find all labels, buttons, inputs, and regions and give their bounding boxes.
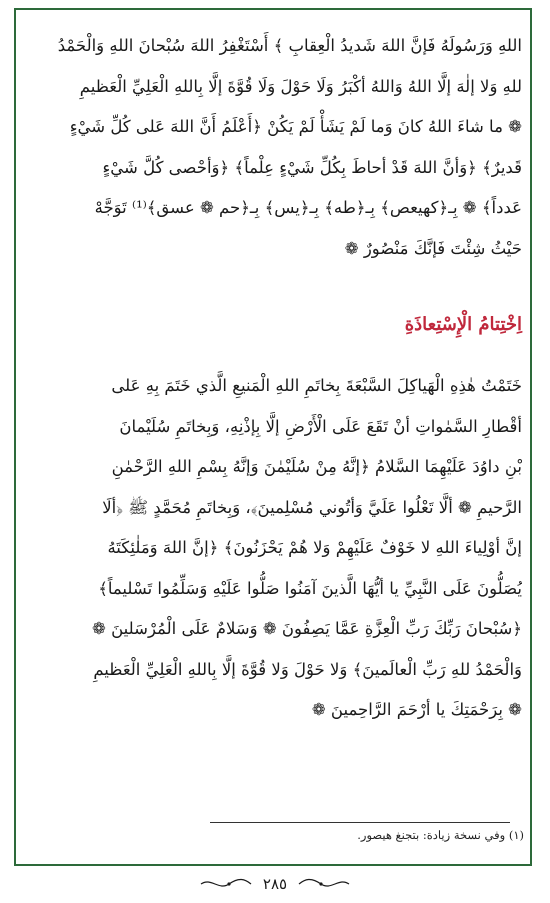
footnote-divider: [210, 822, 510, 823]
text-line: ❁ بِرَحْمَتِكَ يا أرْحَمَ الرَّاحِمينَ ❁: [311, 700, 522, 719]
text-line: للهِ وَلا إلٰهَ إلَّا اللهُ وَاللهُ أكْبَرُ وَلَا حَوْلَ وَلَا قُوَّةَ إلَّا بِاللهِ الْعَلِيِّ الْعَظيمِ: [79, 76, 522, 96]
text-line: بْنِ داوُدَ عَلَيْهِمَا السَّلامُ ﴿إنَّهُ مِنْ سُلَيْمٰنَ وَإنَّهُ بِسْمِ اللهِ الرَّحْمٰنِ: [111, 457, 522, 476]
text-line: ❁ ما شاءَ اللهُ كانَ وَما لَمْ يَشَأْ لَمْ يَكُنْ ﴿أَعْلَمُ أَنَّ اللهَ عَلى كُلِّ شَيْءٍ: [69, 117, 522, 136]
text-line: اللهِ وَرَسُولَهُ فَإنَّ اللهَ شَديدُ الْعِقابِ ﴾ أَسْتَغْفِرُ اللهَ سُبْحانَ اللهِ وَالْحَمْدُ: [57, 36, 522, 55]
page-number: ٢٨٥: [262, 875, 288, 893]
footnote: (١) وفي نسخة زيادة: بتجنغ هيصور.: [357, 828, 524, 842]
prayer-text-block: [22, 26, 522, 269]
right-flourish-icon: [297, 877, 351, 891]
text-line: ﴿سُبْحانَ رَبِّكَ رَبِّ الْعِزَّةِ عَمَّا يَصِفُونَ ❁ وَسَلامٌ عَلَى الْمُرْسَلينَ ❁: [92, 619, 522, 638]
section-heading: اِخْتِتامُ الْإِسْتِعاذَةِ: [404, 314, 522, 335]
text-line: الرَّحيمِ ❁ ألَّا تَعْلُوا عَلَيَّ وَأتُوني مُسْلِمينَ﴾، وَبِخاتَمِ مُحَمَّدٍ ﷺ ﴿ألَا: [102, 497, 522, 517]
text-line: عَدداً﴾ ❁ بِـ﴿كهيعص﴾ بِـ﴿طه﴾ بِـ﴿يس﴾ بِـ﴿حم ❁ عسق﴾⁽¹⁾ تَوَجَّهْ: [94, 198, 522, 217]
text-line: خَتَمْتُ هٰذِهِ الْهَياكِلَ السَّبْعَةَ بِخاتَمِ اللهِ الْمَنيعِ الَّذي خَتَمَ بِهِ عَلى: [111, 376, 522, 395]
text-line: قَديرٌ﴾ ﴿وَأنَّ اللهَ قَدْ أحاطَ بِكُلِّ شَيْءٍ عِلْماً﴾ ﴿وَأحْصى كُلَّ شَيْءٍ: [102, 157, 522, 177]
text-line: أقْطارِ السَّمٰواتِ أنْ تَقَعَ عَلَى الْأَرْضِ إلَّا بِإذْنِهِ، وَبِخاتَمِ سُلَيْمانَ: [119, 416, 522, 436]
page-footer: [0, 872, 550, 896]
text-line: إنَّ أوْلِياءَ اللهِ لا خَوْفٌ عَلَيْهِمْ وَلا هُمْ يَحْزَنُونَ﴾ ﴿إنَّ اللهَ وَمَلٰئِكَتَهُ: [107, 538, 522, 557]
text-line: حَيْثُ شِئْتَ فَإنَّكَ مَنْصُورٌ ❁: [344, 238, 522, 258]
text-line: وَالْحَمْدُ للهِ رَبِّ الْعالَمينَ﴾ وَلا حَوْلَ وَلا قُوَّةَ إلَّا بِاللهِ الْعَلِيِّ الْعَظيمِ: [93, 659, 522, 679]
left-flourish-icon: [199, 877, 253, 891]
closing-text-block: [22, 366, 522, 731]
text-line: يُصَلُّونَ عَلَى النَّبِيِّ يا أيُّهَا الَّذينَ آمَنُوا صَلُّوا عَلَيْهِ وَسَلِّمُوا تَسْليماً﴾: [98, 578, 522, 598]
